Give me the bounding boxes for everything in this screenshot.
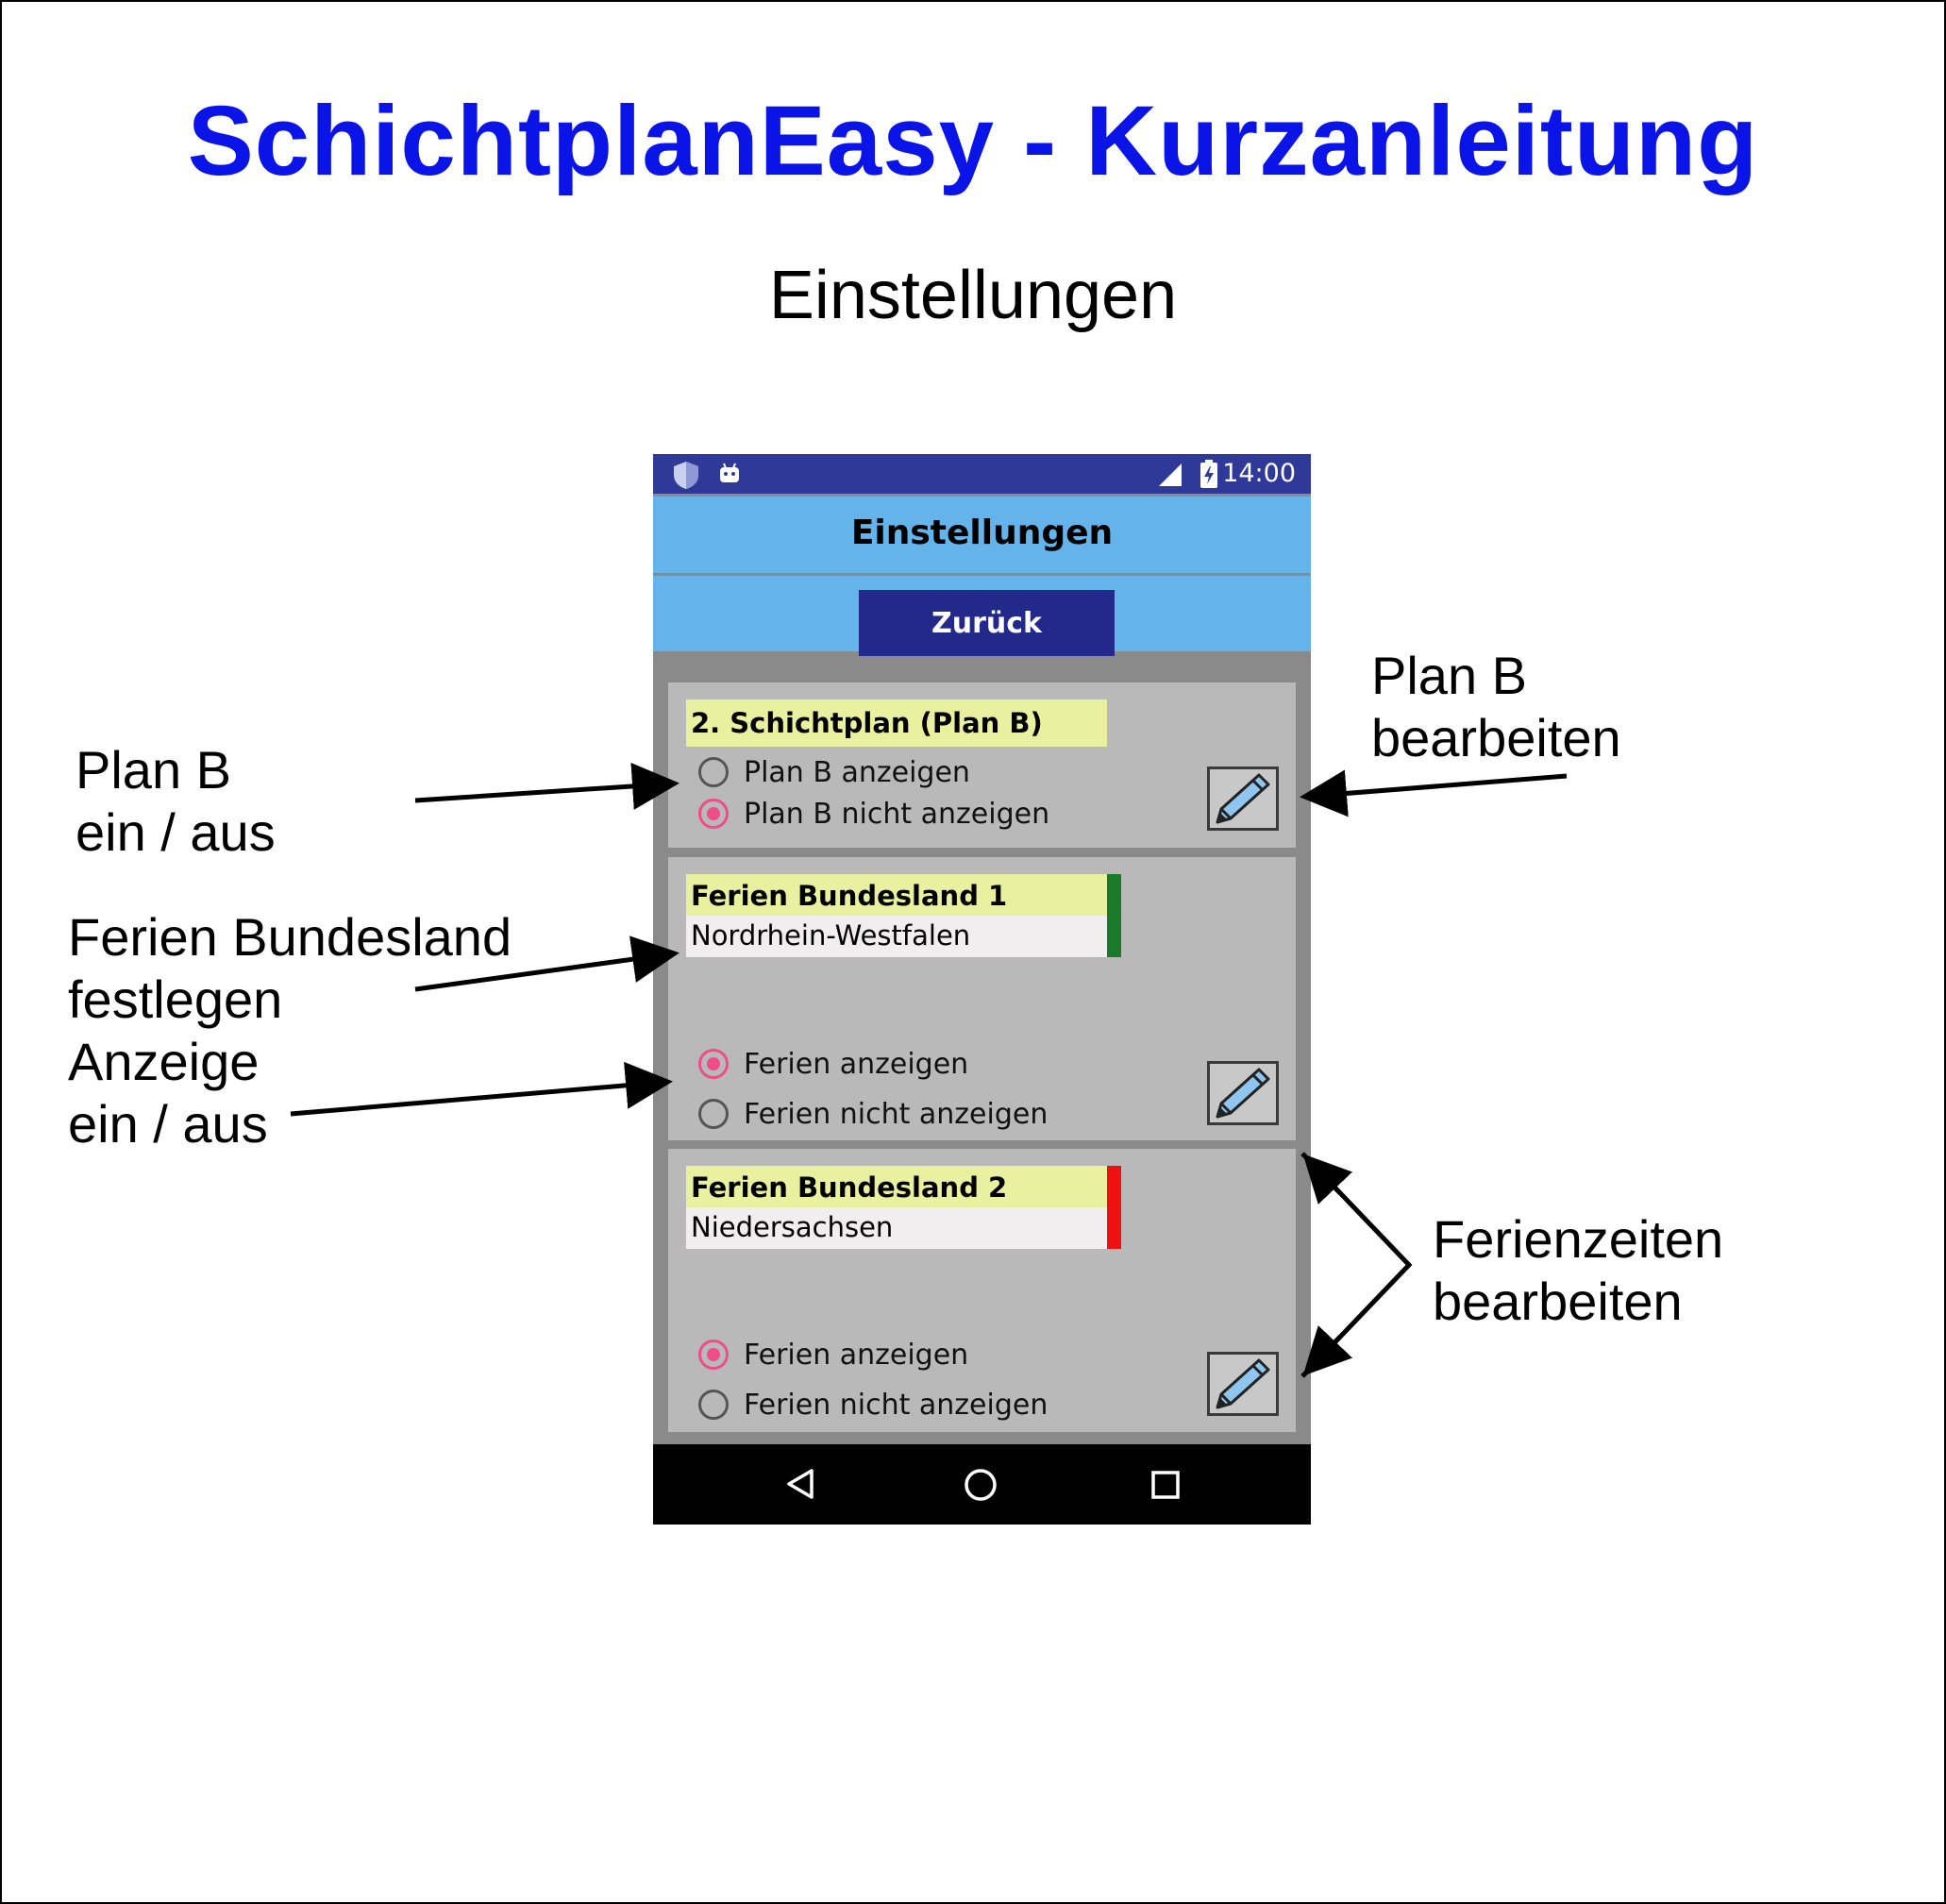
document-subtitle: Einstellungen — [768, 258, 1178, 333]
ferien2-state: Niedersachsen — [686, 1207, 1107, 1249]
annotation-line: bearbeiten — [1371, 708, 1621, 767]
back-button[interactable]: Zurück — [859, 590, 1115, 656]
annotation-line: ein / aus — [68, 1094, 268, 1154]
annotation-line: Anzeige — [68, 1032, 260, 1091]
ferien1-state: Nordrhein-Westfalen — [686, 916, 1107, 957]
arrow-plan-b-toggle — [415, 784, 675, 800]
annotation-line: bearbeiten — [1433, 1272, 1683, 1331]
radio-label: Plan B nicht anzeigen — [744, 797, 1050, 831]
radio-label: Ferien nicht anzeigen — [744, 1097, 1048, 1131]
annotation-line: Plan B — [75, 740, 231, 800]
annotation-line: festlegen — [68, 969, 283, 1029]
arrow-ferien-display — [291, 1082, 668, 1114]
radio-label: Ferien anzeigen — [744, 1047, 969, 1081]
radio-label: Plan B anzeigen — [744, 755, 970, 789]
annotation-line: Ferienzeiten — [1433, 1209, 1724, 1269]
plan-b-header: 2. Schichtplan (Plan B) — [686, 699, 1107, 747]
arrow-ferien-edit — [1302, 1154, 1409, 1376]
status-time: 14:00 — [1222, 459, 1296, 488]
radio-label: Ferien anzeigen — [744, 1338, 969, 1372]
arrow-plan-b-edit — [1304, 776, 1567, 797]
annotation-line: Plan B — [1371, 646, 1527, 705]
app-title: Einstellungen — [850, 514, 1114, 552]
arrow-ferien-state — [415, 953, 675, 989]
arrow-ferien-edit-up — [1306, 1157, 1340, 1193]
ferien1-header: Ferien Bundesland 1 — [686, 874, 1107, 916]
arrow-ferien-edit-down — [1306, 1337, 1340, 1373]
annotation-line: ein / aus — [75, 802, 276, 862]
document-title: SchichtplanEasy - Kurzanleitung — [187, 86, 1759, 196]
radio-label: Ferien nicht anzeigen — [744, 1388, 1048, 1422]
ferien2-header: Ferien Bundesland 2 — [686, 1166, 1107, 1207]
annotation-line: Ferien Bundesland — [68, 907, 512, 967]
